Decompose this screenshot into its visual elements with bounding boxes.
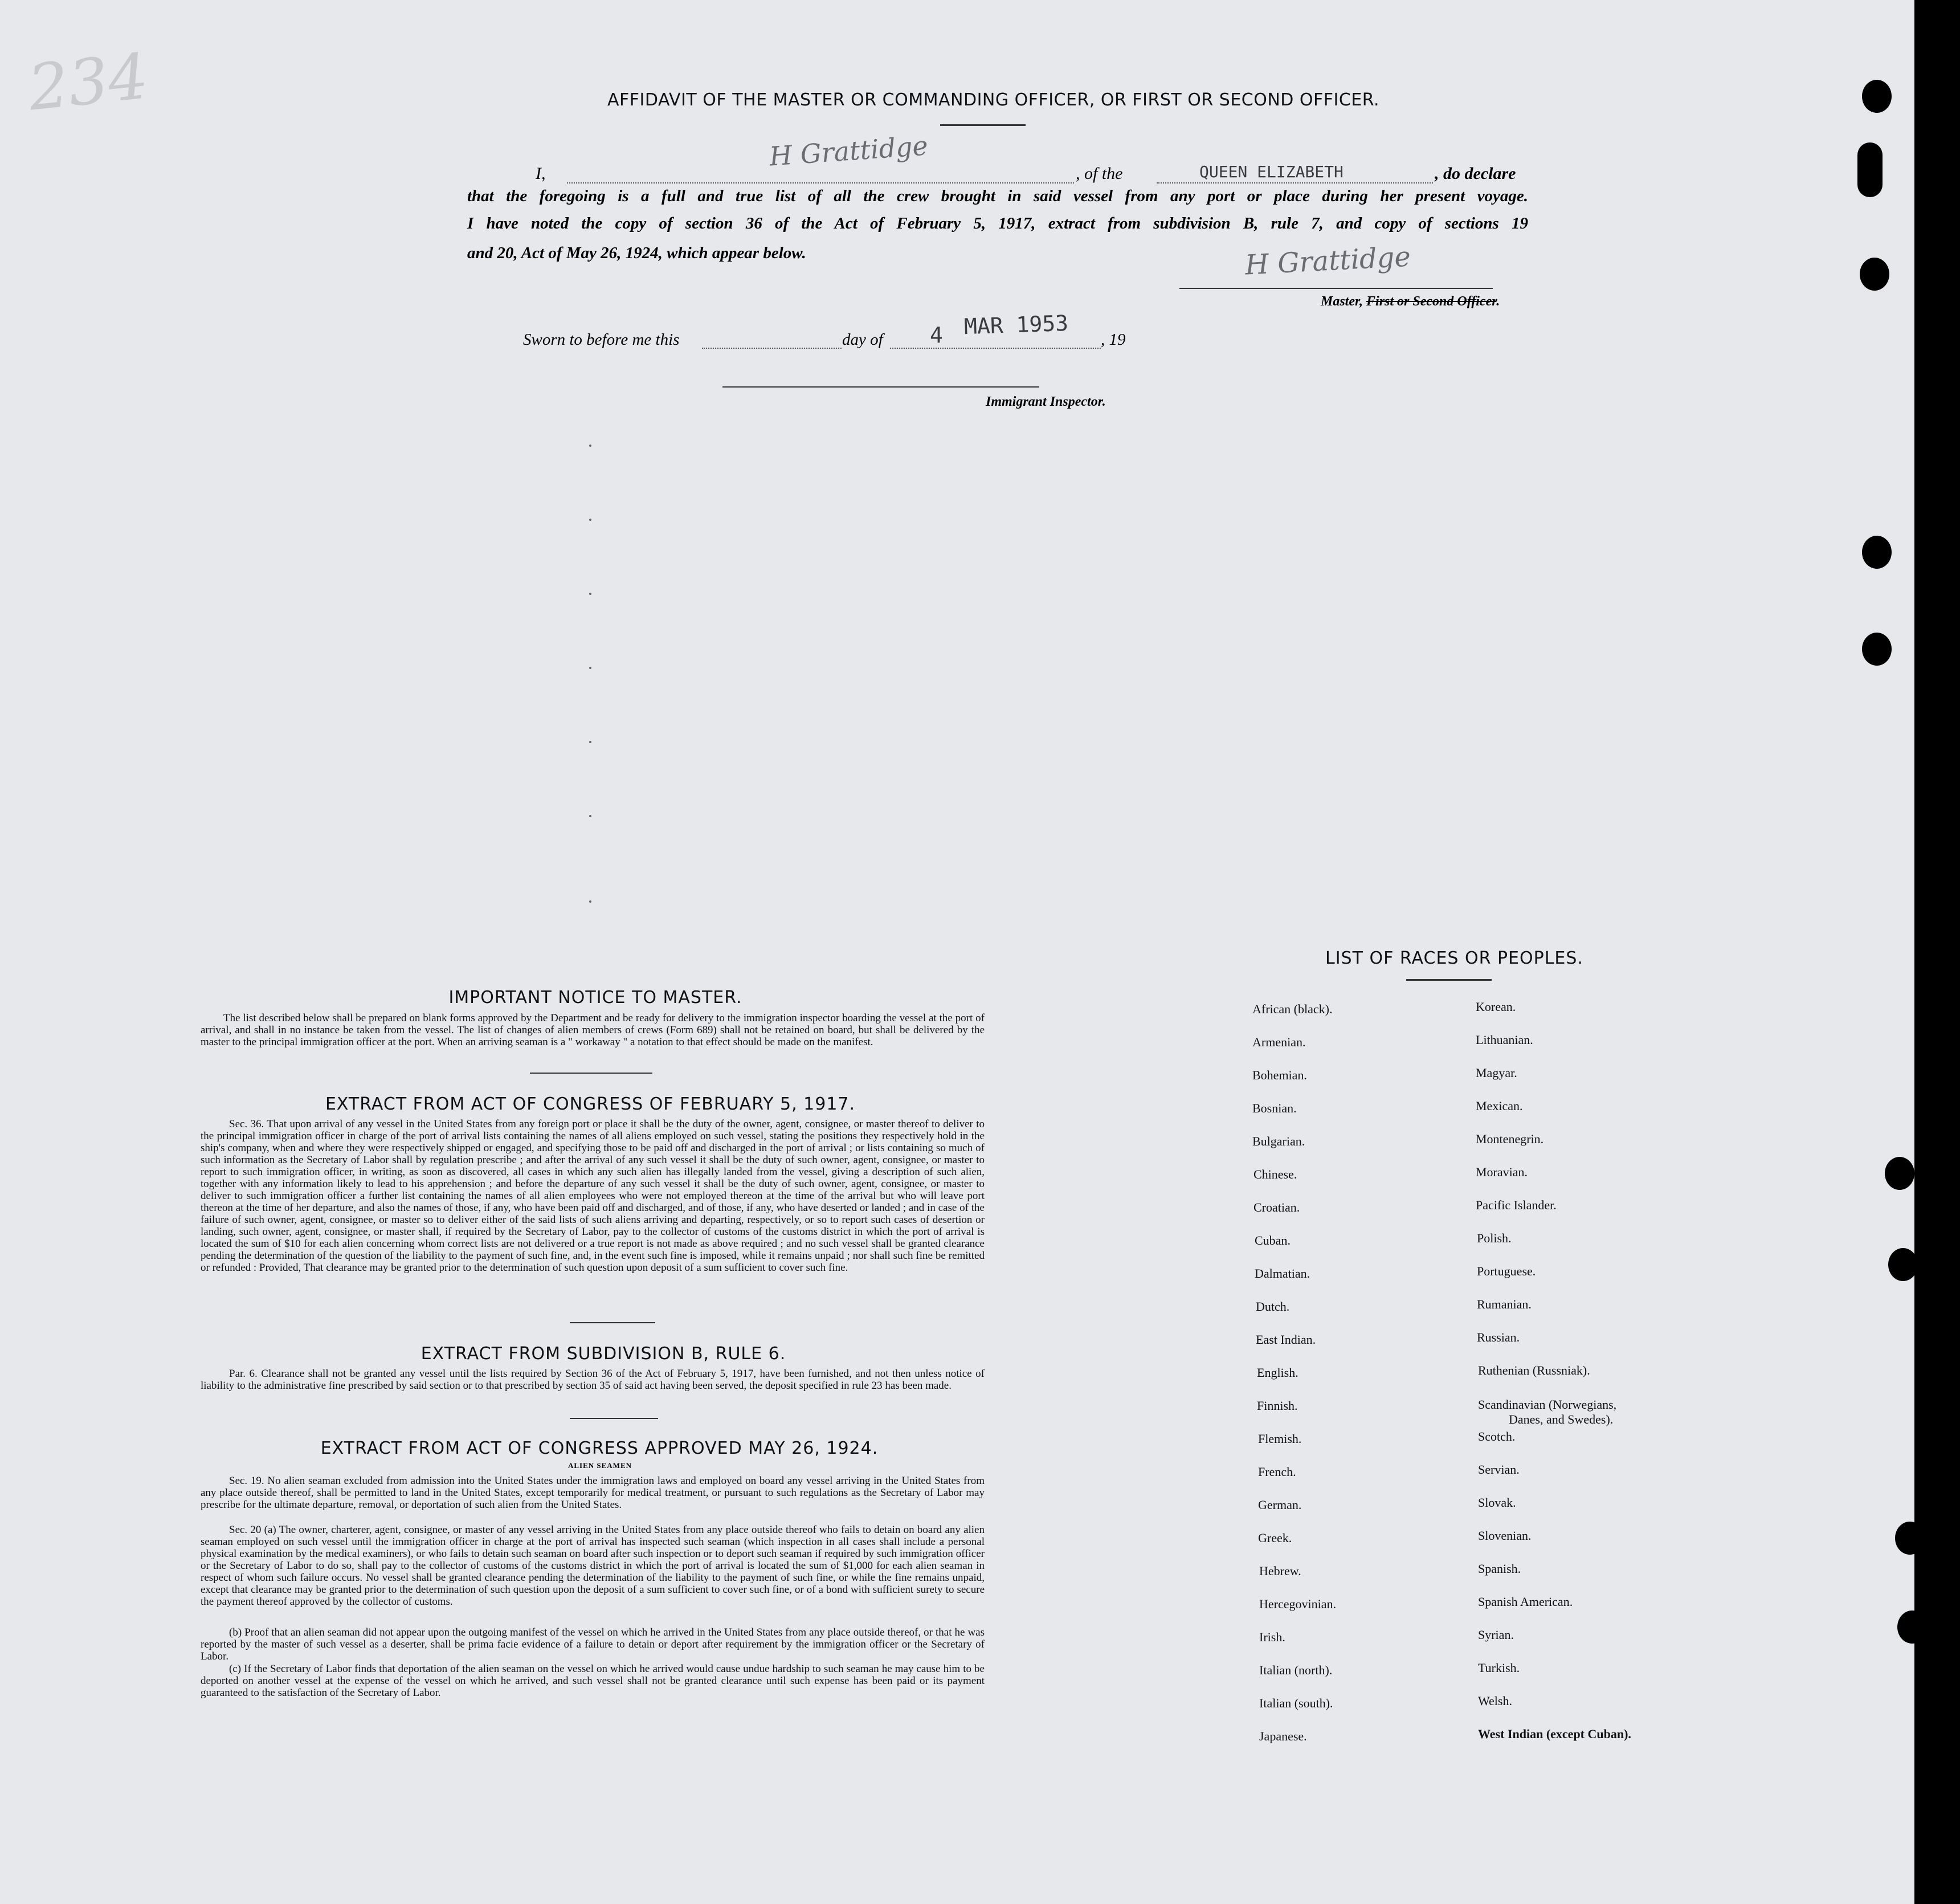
race-left: Armenian. (1252, 1035, 1306, 1049)
extract-1924-sec20c: (c) If the Secretary of Labor finds that deportation of the alien seaman on the vessel on which he arrived would cause undue hardship to such seaman he may cause him to be deported on another vessel at the expense of the vessel on which he arrived, and such vessel shall not be granted clearance until such expense has been paid or its payment guaranteed to the satisfaction of the Secretary of Labor. (201, 1663, 985, 1699)
day-of-label: day of (842, 331, 883, 349)
race-right: Servian. (1478, 1462, 1520, 1477)
race-right: Moravian. (1476, 1165, 1528, 1179)
race-left: Cuban. (1255, 1233, 1291, 1247)
perforation-dot (589, 741, 591, 743)
extract-1917-divider (570, 1322, 655, 1323)
notice-divider (530, 1073, 652, 1074)
race-left: Italian (north). (1259, 1663, 1333, 1677)
title-underline (940, 124, 1026, 126)
perforation-dot (589, 445, 591, 447)
race-left: Dutch. (1256, 1299, 1290, 1314)
race-left: Irish. (1259, 1630, 1285, 1644)
race-right: West Indian (except Cuban). (1478, 1727, 1631, 1741)
margin-note: 234 (24, 39, 152, 125)
extract-1917-text: Sec. 36. That upon arrival of any vessel in the United States from any foreign port or place it shall be the duty of the owner, agent, consignee, or master thereof to deliver to the principal immigration officer in charge of the port of arrival lists containing the names of all aliens employed on such vessel, stating the positions they respectively hold in the ship's company, when and where they were respectively shipped or engaged, and specifying those to be paid off and discharged in the port of arrival ; or lists containing so much of such information as the Secretary of Labor shall by regulation prescribe ; and after the arrival of any such vessel it shall be the duty of such owner, agent, consignee, or master to report to such immigration officer, in writing, as soon as discovered, all cases in which any such alien has illegally landed from the vessel, giving a description of such alien, together with any information likely to lead to his apprehension ; and before the departure of any such vessel it shall be the duty of such owner, agent, consignee, or master to deliver to such immigration officer a further list containing the names of all alien employees who were not employed thereon at the time of the arrival but who will leave port thereon at the time of her departure, and also the names of those, if any, who have been paid off and discharged, and of those, if any, who have deserted or landed ; and in case of the failure of such owner, agent, consignee, or master so to deliver either of the said lists of such aliens arriving and departing, respectively, or so to report such cases of desertion or landing, such owner, agent, consignee, or master shall, if required by the Secretary of Labor, pay to the collector of customs of the customs district in which the port of arrival is located the sum of $10 for each alien concerning whom correct lists are not delivered or a true report is not made as above required ; and no such vessel shall be granted clearance pending the determination of the question of the liability to the payment of such fine, and, in the event such fine is imposed, while it remains unpaid ; nor shall such fine be remitted or refunded : Provided, That clearance may be granted prior to the determination of such question upon deposit of a sum sufficient to cover such fine. (201, 1118, 985, 1274)
punch-hole (1862, 536, 1892, 569)
date-stamp-month-year: MAR 1953 (963, 310, 1069, 340)
extract-1917-title: EXTRACT FROM ACT OF CONGRESS OF FEBRUARY 5, 1917. (325, 1094, 856, 1114)
race-left: Dalmatian. (1255, 1266, 1310, 1281)
race-right: Spanish. (1478, 1561, 1521, 1576)
race-left: German. (1258, 1498, 1302, 1512)
race-right: Lithuanian. (1476, 1033, 1533, 1047)
race-left: African (black). (1252, 1002, 1333, 1016)
race-left: Hercegovinian. (1259, 1597, 1336, 1611)
race-right: Slovenian. (1478, 1528, 1532, 1543)
extract-1924-sec20a: Sec. 20 (a) The owner, charterer, agent, consignee, or master of any vessel arriving in the United States from any place outside thereof who fails to detain on board any alien seaman employed on such vessel until the immigration officer in charge at the port of arrival has inspected such seaman (which inspection in all cases shall include a personal physical examination by the medical examiners), or who fails to detain such seaman on board after such inspection or to deport such seaman if required by such immigration officer or the Secretary of Labor to do so, shall pay to the collector of customs of the customs district in which the port of arrival is located the sum of $1,000 for each alien seaman in respect of whom such failure occurs. No vessel shall be granted clearance pending the determination of the liability to the payment of such fine, or while the fine remains unpaid, except that clearance may be granted prior to the determination of such question upon the deposit of a sum sufficient to cover such fine, or of a bond with sufficient surety to secure the payment thereof approved by the collector of customs. (201, 1524, 985, 1608)
sworn-day-line (702, 348, 842, 349)
inspector-label: Immigrant Inspector. (986, 394, 1106, 409)
punch-hole (1857, 142, 1883, 197)
subdivision-b-text: Par. 6. Clearance shall not be granted any vessel until the lists required by Section 36 of the Act of February 5, 1917, have been furnished, and not then unless notice of liability to the administrative fine prescribed by said section or to that prescribed by section 35 of said act having been served, the deposit specified in rule 23 has been made. (201, 1368, 985, 1392)
sworn-month-line (890, 348, 1101, 349)
punch-hole (1860, 258, 1889, 291)
subdivision-b-title: EXTRACT FROM SUBDIVISION B, RULE 6. (420, 1344, 786, 1364)
punch-hole (1897, 1611, 1927, 1644)
race-right: Montenegrin. (1476, 1132, 1544, 1146)
master-signature-line (1179, 288, 1493, 289)
extract-1924-sec20b: (b) Proof that an alien seaman did not appear upon the outgoing manifest of the vessel on which he arrived in the United States from any place outside thereof, or that he was reported by the master of such vessel as a deserter, shall be prima facie evidence of a failure to detain or deport after requirement by the immigration officer or the Secretary of Labor. (201, 1626, 985, 1662)
race-left: Greek. (1258, 1531, 1292, 1545)
race-left: Hebrew. (1259, 1564, 1301, 1578)
races-underline (1406, 979, 1492, 981)
master-label-line: Master, First or Second Officer. (1321, 294, 1500, 309)
perforation-dot (589, 519, 591, 521)
affidavit-line-1: that the foregoing is a full and true list of all the crew brought in said vessel from any port or place during her present voyage. (467, 187, 1528, 205)
of-the-label: , of the (1076, 164, 1123, 183)
punch-hole (1862, 633, 1892, 666)
race-right: Scotch. (1478, 1429, 1516, 1444)
race-right: Syrian. (1478, 1628, 1514, 1642)
inspector-signature-line (722, 386, 1039, 388)
race-left: French. (1258, 1465, 1296, 1479)
race-left: Croatian. (1253, 1200, 1300, 1214)
affidavit-title: AFFIDAVIT OF THE MASTER OR COMMANDING OFFICER, OR FIRST OR SECOND OFFICER. (607, 90, 1380, 110)
extract-1924-sec19: Sec. 19. No alien seaman excluded from admission into the United States under the immigration laws and employed on board any vessel arriving in the United States from any place outside thereof, shall be permitted to land in the United States, except temporarily for medical treatment, or pursuant to such regulations as the Secretary of Labor may prescribe for the ultimate departure, removal, or deportation of such alien from the United States. (201, 1475, 985, 1511)
race-right: Spanish American. (1478, 1595, 1573, 1609)
punch-hole (1885, 1157, 1914, 1190)
extract-1924-subtitle: ALIEN SEAMEN (567, 1461, 632, 1470)
race-right: Welsh. (1478, 1694, 1512, 1708)
race-left: Chinese. (1253, 1167, 1297, 1181)
i-label: I, (536, 164, 546, 183)
year-prefix: , 19 (1101, 331, 1126, 349)
notice-text: The list described below shall be prepared on blank forms approved by the Department and be ready for delivery to the immigration inspector boarding the vessel at the port of arrival, and shall in no instance be taken from the vessel. The list of changes of alien members of crews (Form 689) shall not be retained on board, but shall be delivered by the master to the principal immigration officer at the port. When an arriving seaman is a " workaway " a notation to that effect should be made on the manifest. (201, 1012, 985, 1048)
race-left: Japanese. (1259, 1729, 1307, 1743)
affidavit-line-2: I have noted the copy of section 36 of the Act of February 5, 1917, extract from subdivision B, rule 7, and copy of sections 19 (467, 214, 1528, 233)
race-left: Bosnian. (1252, 1101, 1297, 1115)
punch-hole (1895, 1522, 1925, 1555)
race-left: Flemish. (1258, 1432, 1302, 1446)
race-left: East Indian. (1256, 1332, 1316, 1347)
race-right: Magyar. (1476, 1066, 1517, 1080)
race-left: Bohemian. (1252, 1068, 1307, 1082)
punch-hole (1888, 1248, 1918, 1281)
race-right: Pacific Islander. (1476, 1198, 1557, 1212)
race-right: Korean. (1476, 1000, 1516, 1014)
race-left: Finnish. (1257, 1399, 1298, 1413)
race-right: Mexican. (1476, 1099, 1523, 1113)
punch-hole (1862, 80, 1892, 113)
master-name-line (567, 182, 1074, 184)
struck-officer-label: First or Second Officer (1366, 294, 1497, 309)
extract-1924-title: EXTRACT FROM ACT OF CONGRESS APPROVED MAY 26, 1924. (320, 1438, 879, 1458)
vessel-name: QUEEN ELIZABETH (1199, 162, 1344, 181)
master-label: Master, (1321, 294, 1363, 309)
perforation-dot (589, 593, 591, 595)
notice-title: IMPORTANT NOTICE TO MASTER. (448, 988, 742, 1008)
race-left: English. (1257, 1365, 1298, 1380)
race-right: Polish. (1477, 1231, 1512, 1245)
sworn-label: Sworn to before me this (523, 331, 680, 349)
perforation-dot (589, 900, 591, 903)
perforation-dot (589, 815, 591, 817)
master-signature: H Grattidge (768, 130, 929, 172)
vessel-line (1157, 182, 1433, 184)
affidavit-line-3: and 20, Act of May 26, 1924, which appear below. (467, 244, 806, 262)
race-left: Italian (south). (1259, 1696, 1333, 1710)
race-left: Bulgarian. (1252, 1134, 1305, 1148)
race-right: Rumanian. (1477, 1297, 1532, 1311)
perforation-dot (589, 667, 591, 669)
subdivision-b-divider (570, 1418, 658, 1419)
race-right: Slovak. (1478, 1495, 1516, 1510)
date-stamp-day: 4 (930, 323, 943, 348)
race-right: Ruthenian (Russniak). (1478, 1363, 1590, 1377)
race-right: Scandinavian (Norwegians, (1478, 1397, 1617, 1412)
race-right-continuation: Danes, and Swedes). (1509, 1412, 1614, 1426)
race-right: Russian. (1477, 1330, 1520, 1344)
master-signature-2: H Grattidge (1244, 240, 1412, 282)
do-declare-label: , do declare (1435, 164, 1516, 183)
races-title: LIST OF RACES OR PEOPLES. (1325, 948, 1583, 968)
race-right: Portuguese. (1477, 1264, 1536, 1278)
race-right: Turkish. (1478, 1661, 1520, 1675)
